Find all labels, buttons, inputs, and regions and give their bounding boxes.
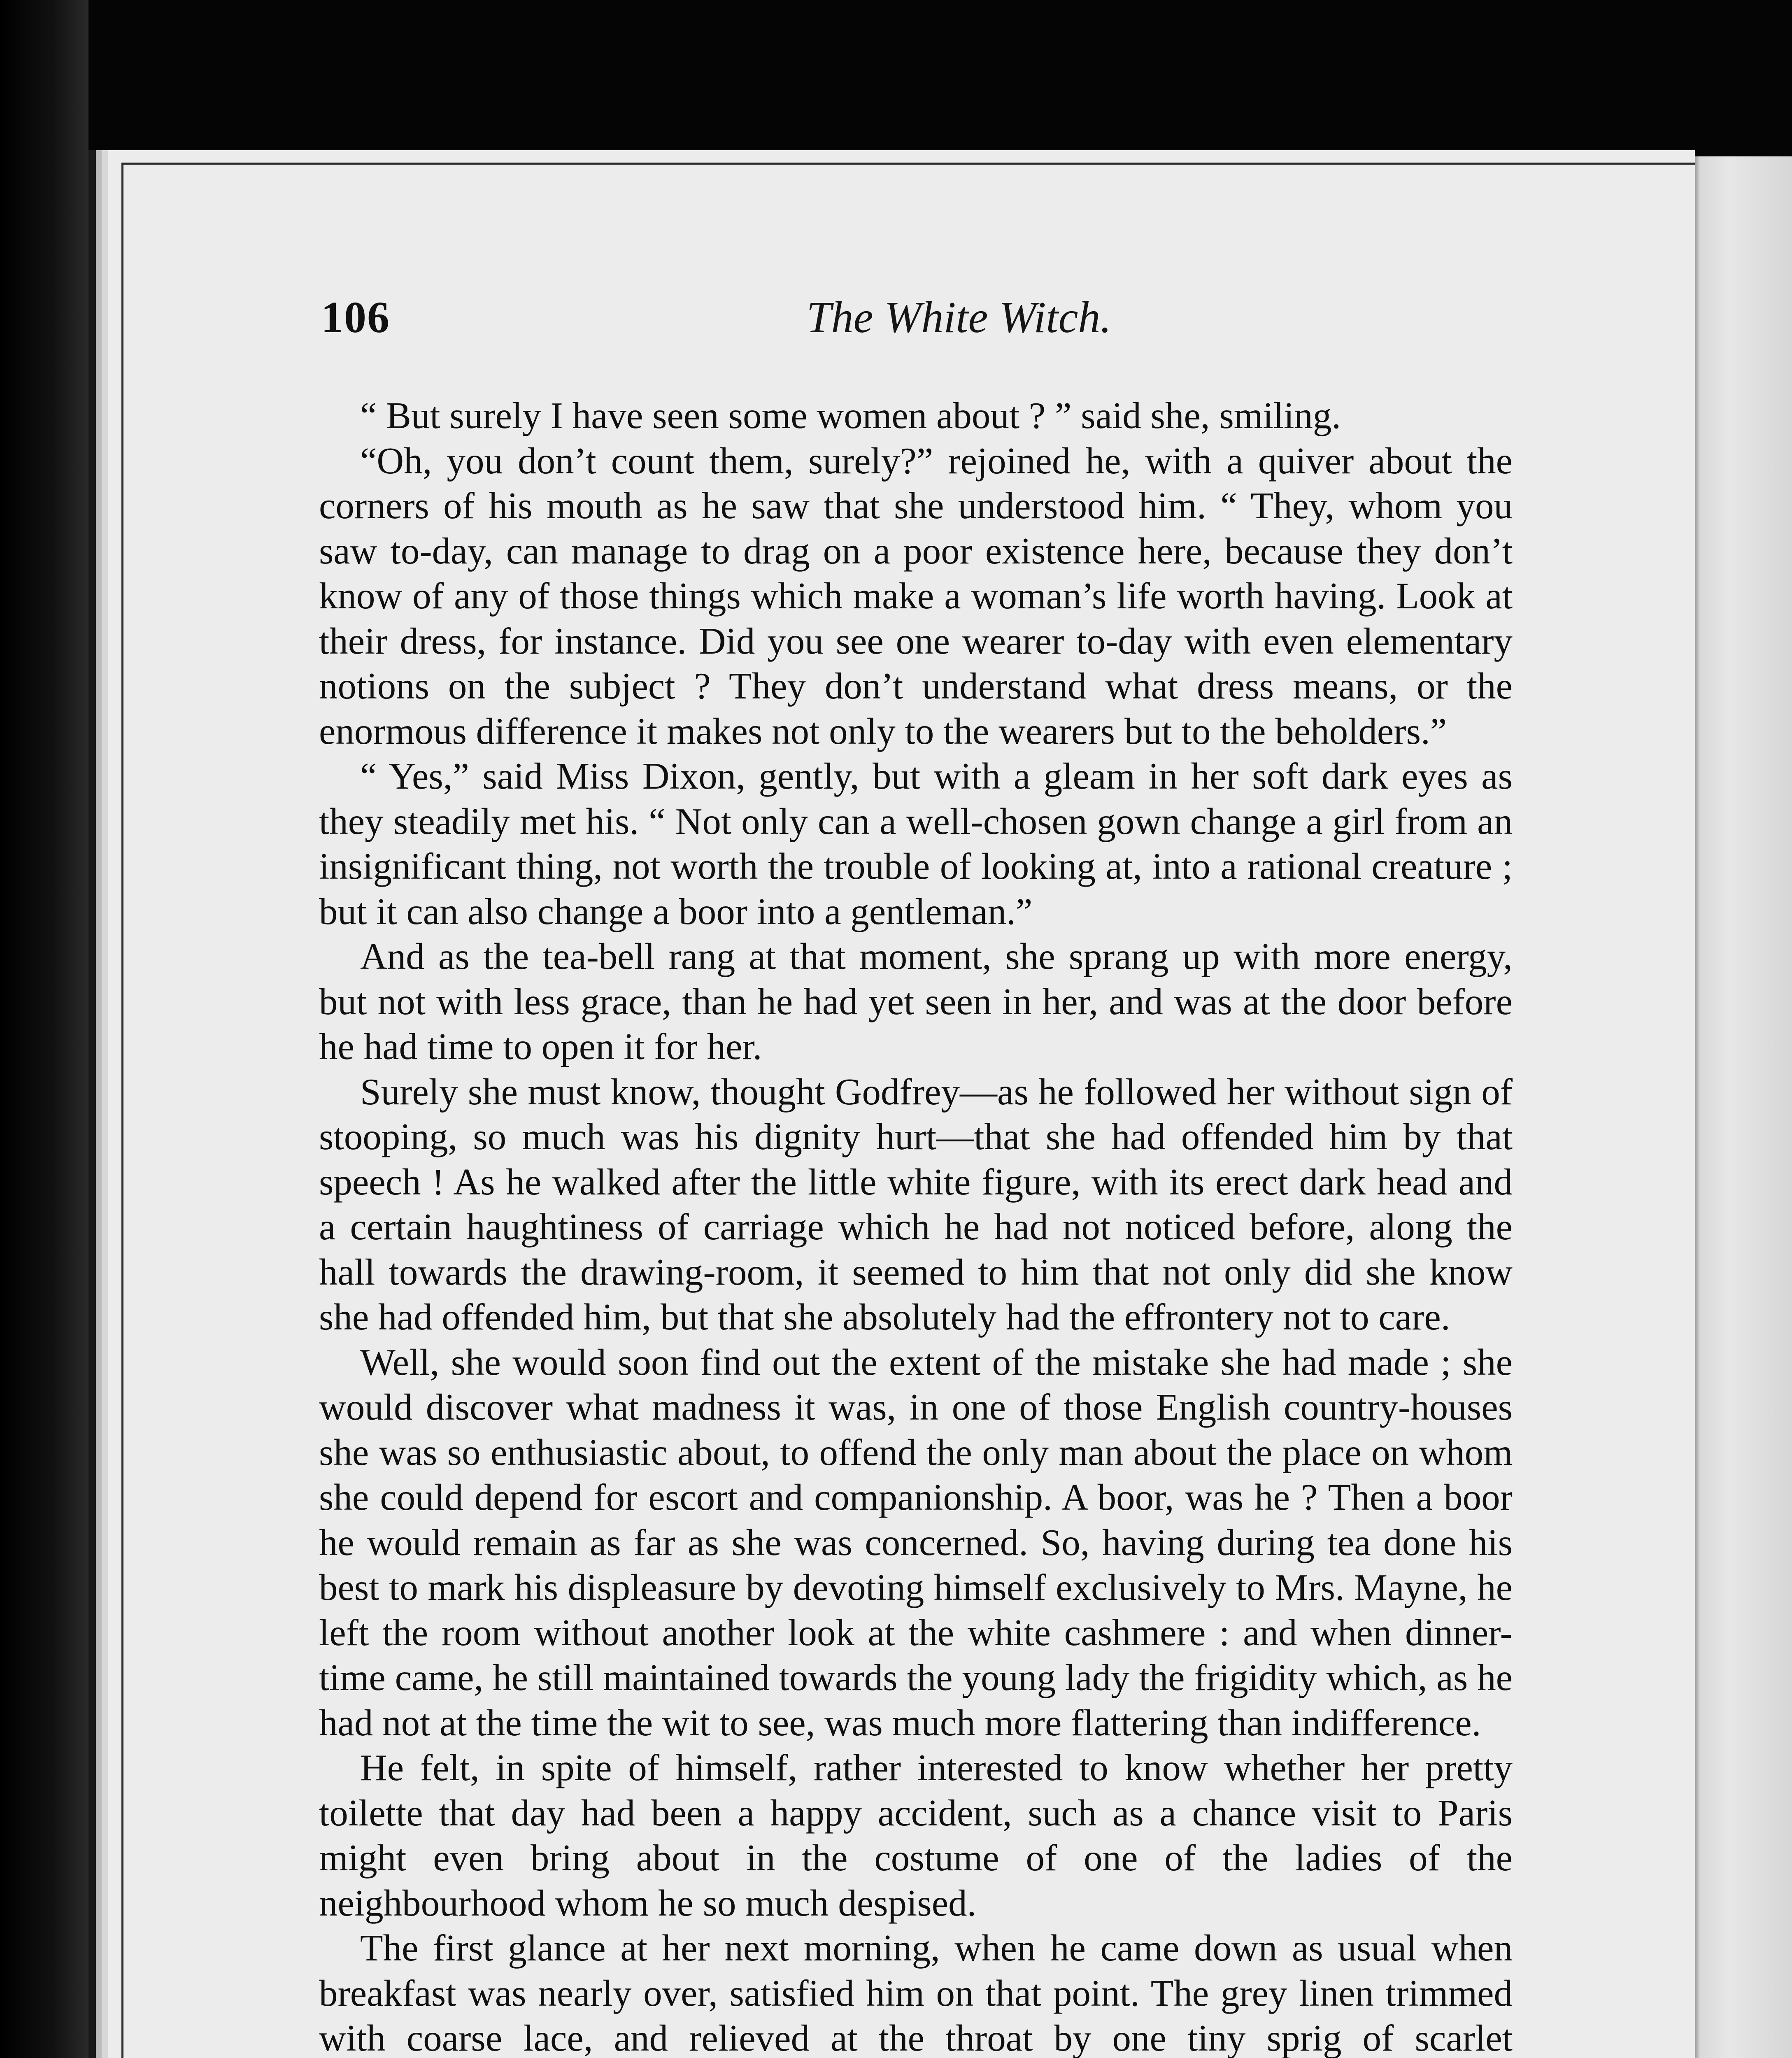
paragraph: Well, she would soon find out the extent of the mistake she had made ; she would discover what madness it was, in one of those English country-houses she was so enthusiastic about, to offend the only man about the place on whom she could depend for escort and companionship. A boor, was he ? Then a boor he would remain as far as she was concerned. So, having during tea done his best to mark his displeasure by devoting himself exclusively to Mrs. Mayne, he left the room without another look at the white cashmere : and when dinner-time came, he still maintained towards the young lady the frigidity which, as he had not at the time the wit to see, was much more flattering than indifference.	[319, 1341, 1513, 1744]
paragraph: The first glance at her next morning, when he came down as usual when breakfast was nearly over, satisfied him on that point. The grey linen trimmed with coarse lace, and relieved at the throat by one tiny sprig of scarlet	[319, 1927, 1513, 2058]
body-text	[319, 393, 1513, 2058]
paragraph: “ But surely I have seen some women about ? ” said she, smiling.	[360, 395, 1341, 436]
running-title: The White Witch.	[806, 293, 1112, 342]
paragraph: He felt, in spite of himself, rather interested to know whether her pretty toilette that day had been a happy accident, such as a chance visit to Paris might even bring about in the costume of one of the ladies of the neighbourhood whom he so much despised.	[319, 1747, 1513, 1924]
page-header	[321, 292, 1556, 350]
facing-page-edge	[1687, 156, 1792, 2058]
paragraph: “Oh, you don’t count them, surely?” rejoined he, with a quiver about the corners of his mouth as he saw that she understood him. “ They, whom you saw to-day, can manage to drag on a poor existence here, because they don’t know of any of those things which make a woman’s life worth having. Look at their dress, for instance. Did you see one wearer to-day with even elementary notions on the subject ? They don’t understand what dress means, or the enormous difference it makes not only to the wearers but to the beholders.”	[319, 440, 1513, 752]
paragraph: And as the tea-bell rang at that moment, she sprang up with more energy, but not with less grace, than he had yet seen in her, and was at the door before he had time to open it for her.	[319, 936, 1513, 1067]
paragraph: Surely she must know, thought Godfrey—as he followed her without sign of stooping, so much was his dignity hurt—that she had offended him by that speech ! As he walked after the little white figure, with its erect dark head and a certain haughtiness of carriage which he had not noticed before, along the hall towards the drawing-room, it seemed to him that not only did she know she had offended him, but that she absolutely had the effrontery not to care.	[319, 1071, 1513, 1338]
paragraph: “ Yes,” said Miss Dixon, gently, but with a gleam in her soft dark eyes as they steadily met his. “ Not only can a well-chosen gown change a girl from an insignificant thing, not worth the trouble of looking at, into a rational creature ; but it can also change a boor into a gentleman.”	[319, 755, 1513, 932]
book-binding-shadow	[0, 0, 88, 2058]
page-number: 106	[321, 293, 390, 342]
